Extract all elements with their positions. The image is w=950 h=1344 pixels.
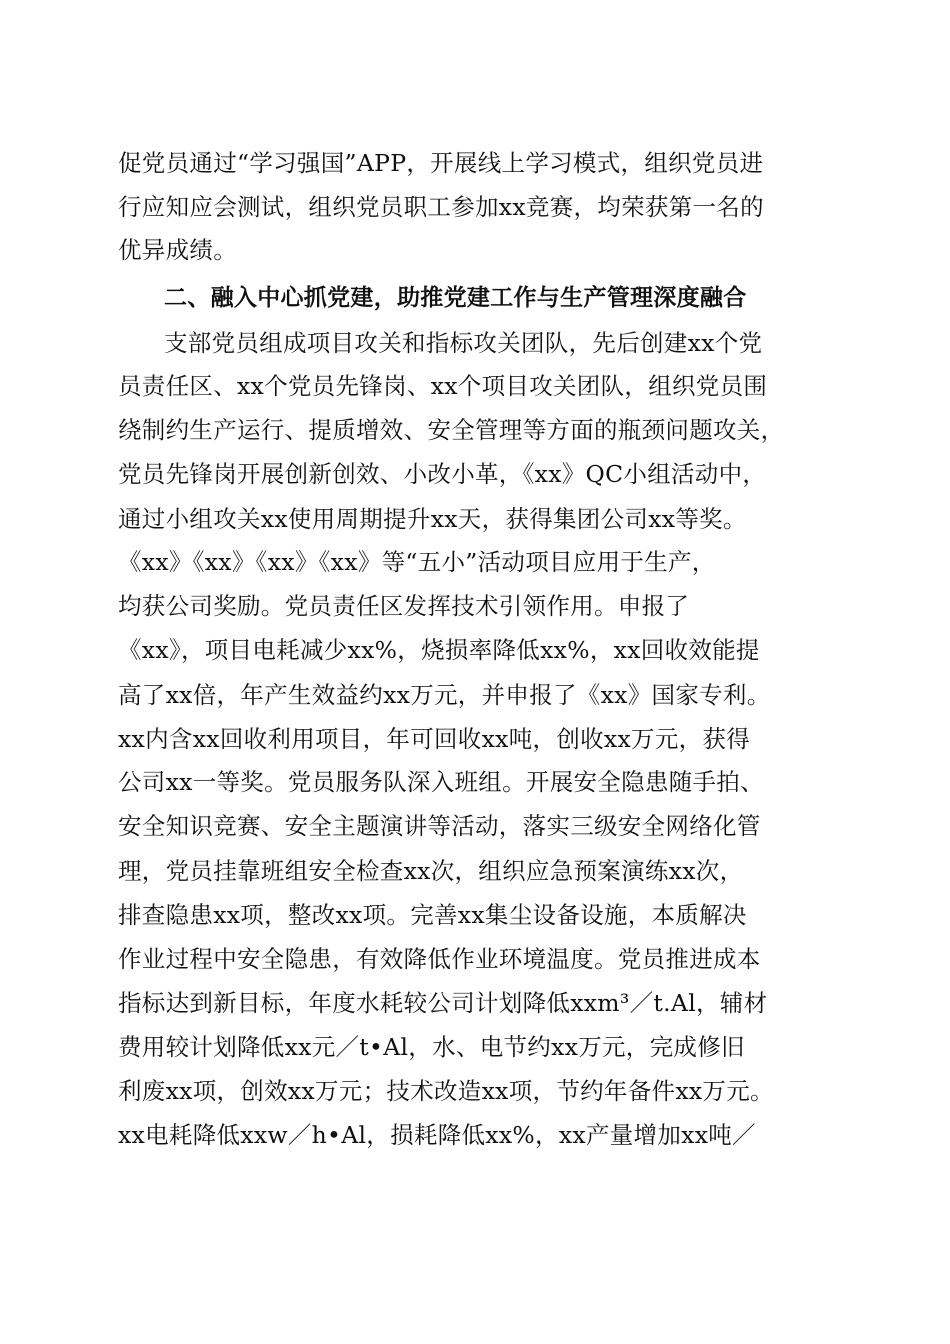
body-text-line: 排查隐患xx项，整改xx项。完善xx集尘设备设施，本质解决 [118,901,747,929]
body-text-line: 作业过程中安全隐患，有效降低作业环境温度。党员推进成本 [118,945,761,973]
body-text-line: 行应知应会测试，组织党员职工参加xx竞赛，均荣获第一名的 [118,193,764,221]
body-text-line: 员责任区、xx个党员先锋岗、xx个项目攻关团队，组织党员围 [118,372,768,400]
body-text-line: 费用较计划降低xx元／t•Al，水、电节约xx万元，完成修旧 [118,1033,745,1061]
body-text-line: 指标达到新目标，年度水耗较公司计划降低xxm³／t.Al，辅材 [118,989,768,1017]
body-text-line: 绕制约生产运行、提质增效、安全管理等方面的瓶颈问题攻关， [118,416,785,444]
section-heading: 二、融入中心抓党建，助推党建工作与生产管理深度融合 [164,285,747,311]
body-text-line: 《xx》，项目电耗减少xx%，烧损率降低xx%，xx回收效能提 [118,636,760,664]
body-text-line: 利废xx项，创效xx万元；技术改造xx项，节约年备件xx万元。 [118,1077,774,1105]
body-text-line: 党员先锋岗开展创新创效、小改小革，《xx》QC小组活动中， [118,460,767,488]
body-text-line: 通过小组攻关xx使用周期提升xx天，获得集团公司xx等奖。 [118,505,747,533]
body-text-line: 高了xx倍，年产生效益约xx万元，并申报了《xx》国家专利。 [118,681,771,709]
body-text-line: 《xx》《xx》《xx》《xx》等“五小”活动项目应用于生产， [118,548,716,576]
body-text-line: 支部党员组成项目攻关和指标攻关团队，先后创建xx个党 [164,329,763,357]
body-text-line: 安全知识竞赛、安全主题演讲等活动，落实三级安全网络化管 [118,812,761,840]
body-text-line: xx电耗降低xxw／h•Al，损耗降低xx%，xx产量增加xx吨／ [118,1121,756,1149]
body-text-line: 理，党员挂靠班组安全检查xx次，组织应急预案演练xx次， [118,857,744,885]
body-text-line: xx内含xx回收利用项目，年可回收xx吨，创收xx万元，获得 [118,725,751,753]
body-text-line: 促党员通过“学习强国”APP，开展线上学习模式，组织党员进 [118,149,764,177]
body-text-line: 均获公司奖励。党员责任区发挥技术引领作用。申报了 [118,592,690,620]
body-text-line: 优异成绩。 [118,236,237,264]
body-text-line: 公司xx一等奖。党员服务队深入班组。开展安全隐患随手拍、 [118,768,764,796]
